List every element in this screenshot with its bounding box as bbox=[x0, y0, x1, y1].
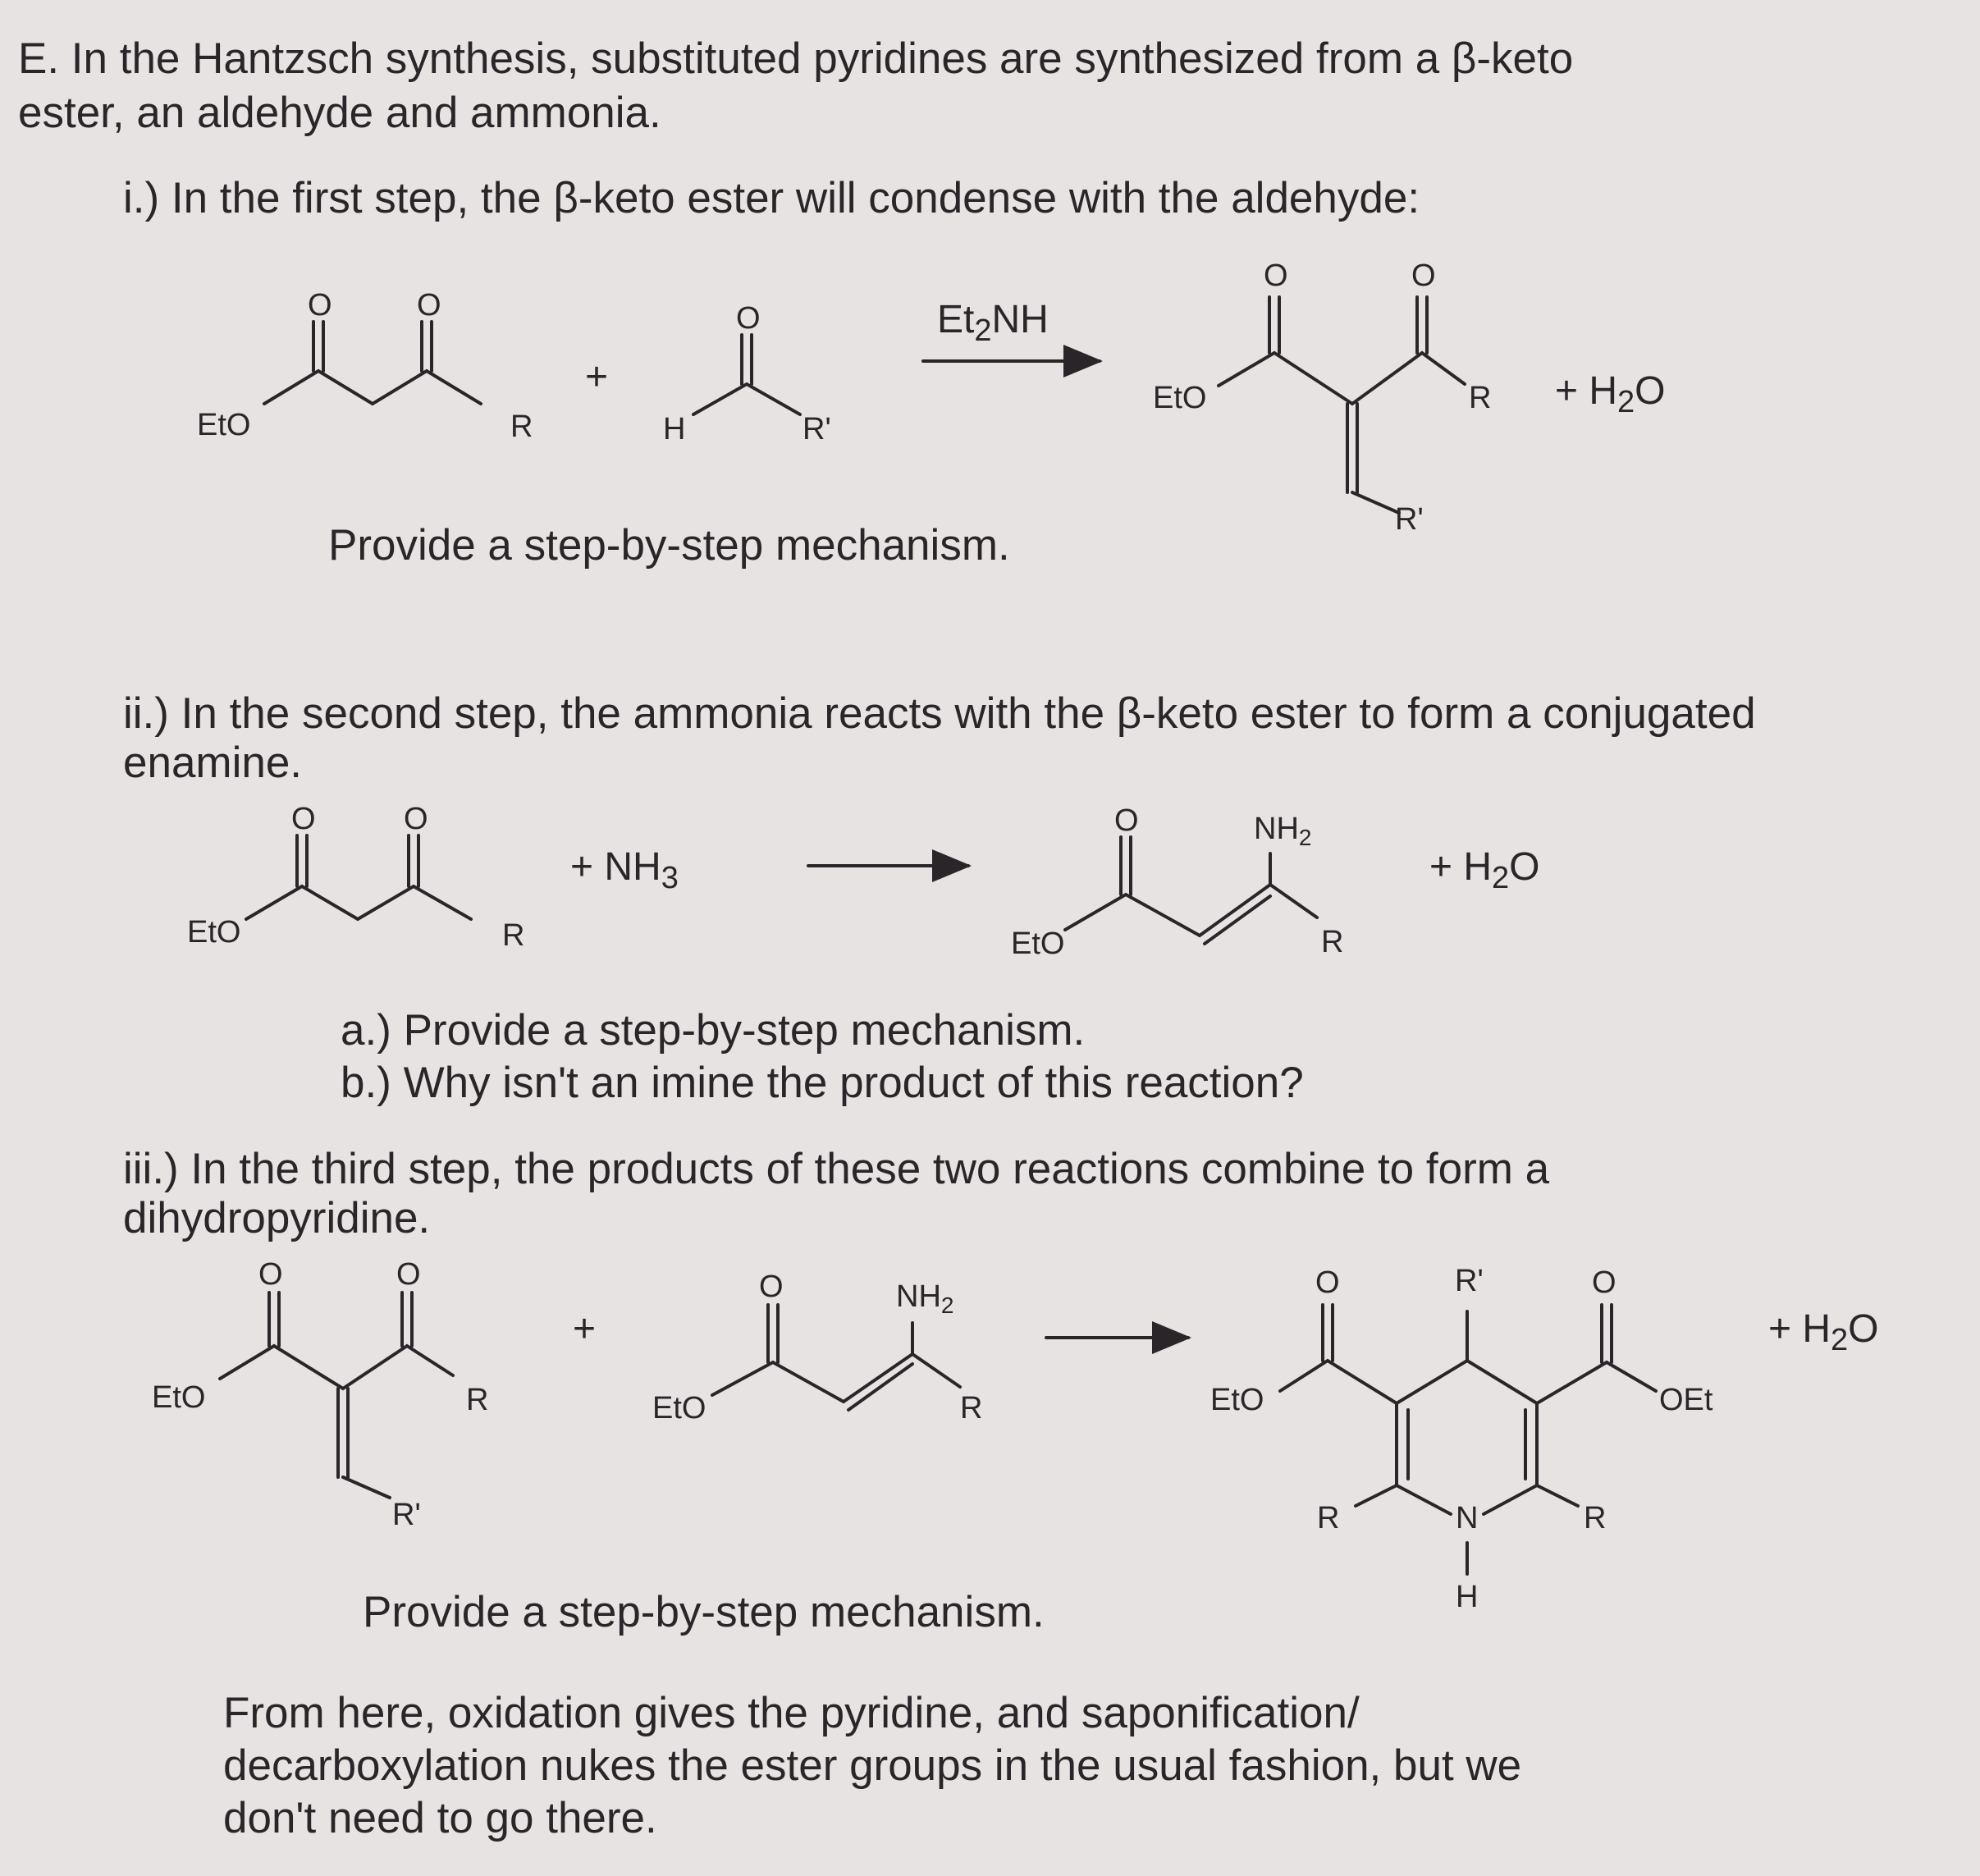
label-eto: EtO bbox=[197, 408, 251, 442]
step1-heading: i.) In the first step, the β-keto ester will condense with the aldehyde: bbox=[123, 174, 1420, 222]
label-o: O bbox=[1315, 1265, 1340, 1300]
closing-line-2: decarboxylation nukes the ester groups in the usual fashion, but we bbox=[223, 1741, 1522, 1790]
step2-question-b: b.) Why isn't an imine the product of this reaction? bbox=[341, 1059, 1304, 1107]
label-h: H bbox=[663, 412, 686, 446]
intro-line-1: E. In the Hantzsch synthesis, substituted pyridines are synthesized from a β-keto bbox=[18, 34, 1574, 83]
label-r: R bbox=[1469, 381, 1492, 415]
step2-question-a: a.) Provide a step-by-step mechanism. bbox=[341, 1006, 1086, 1055]
label-nh2: $NH_2$ bbox=[1254, 812, 1312, 850]
ammonia-reactant: + $NH_3$ bbox=[570, 845, 679, 895]
label-o: O bbox=[417, 288, 441, 323]
label-r: R bbox=[960, 1391, 983, 1425]
label-r: R bbox=[466, 1383, 489, 1417]
label-r-prime: R' bbox=[1395, 502, 1424, 537]
label-n: N bbox=[1456, 1501, 1479, 1535]
label-r-prime: R' bbox=[1455, 1264, 1484, 1298]
water-product: + $H_2O$ bbox=[1429, 845, 1540, 895]
label-o: O bbox=[396, 1257, 421, 1292]
label-o: O bbox=[1114, 803, 1139, 838]
label-eto: EtO bbox=[152, 1380, 206, 1415]
plus-sign: + bbox=[573, 1307, 597, 1351]
label-o: O bbox=[1592, 1265, 1616, 1300]
label-o: O bbox=[759, 1270, 784, 1304]
label-o: O bbox=[291, 802, 316, 836]
label-eto: EtO bbox=[652, 1391, 706, 1425]
label-h: H bbox=[1456, 1580, 1479, 1614]
closing-line-1: From here, oxidation gives the pyridine, and saponification/ bbox=[223, 1689, 1360, 1737]
water-product: + $H_2O$ bbox=[1768, 1307, 1879, 1357]
label-r: R bbox=[1584, 1501, 1607, 1535]
label-o: O bbox=[308, 288, 332, 323]
label-eto: EtO bbox=[1210, 1383, 1264, 1417]
step3-heading-line-1: iii.) In the third step, the products of these two reactions combine to form a bbox=[123, 1145, 1550, 1193]
step1-prompt: Provide a step-by-step mechanism. bbox=[328, 521, 1010, 570]
label-eto: EtO bbox=[1153, 381, 1207, 415]
intro-line-2: ester, an aldehyde and ammonia. bbox=[18, 89, 661, 137]
water-product: + $H_2O$ bbox=[1555, 369, 1666, 419]
label-r: R bbox=[1321, 925, 1344, 959]
label-eto: EtO bbox=[1011, 927, 1065, 961]
label-r-prime: R' bbox=[392, 1498, 421, 1532]
plus-sign: + bbox=[585, 355, 609, 399]
label-o: O bbox=[1264, 259, 1288, 293]
label-o: O bbox=[1411, 259, 1436, 293]
label-r: R bbox=[510, 410, 533, 444]
label-r: R bbox=[502, 918, 525, 953]
reagent-et2nh: $Et_2NH$ bbox=[937, 298, 1049, 348]
closing-line-3: don't need to go there. bbox=[223, 1794, 657, 1842]
step3-heading-line-2: dihydropyridine. bbox=[123, 1194, 431, 1242]
step2-heading-line-2: enamine. bbox=[123, 739, 303, 787]
step2-heading-line-1: ii.) In the second step, the ammonia reacts with the β-keto ester to form a conjugated bbox=[123, 689, 1756, 738]
label-o: O bbox=[258, 1257, 283, 1292]
label-eto: EtO bbox=[187, 915, 241, 949]
label-r: R bbox=[1317, 1501, 1340, 1535]
label-nh2: $NH_2$ bbox=[896, 1279, 954, 1318]
label-r-prime: R' bbox=[803, 412, 831, 446]
label-o: O bbox=[404, 802, 428, 836]
label-oet: OEt bbox=[1659, 1383, 1713, 1417]
step3-prompt: Provide a step-by-step mechanism. bbox=[363, 1588, 1045, 1636]
label-o: O bbox=[736, 301, 761, 336]
